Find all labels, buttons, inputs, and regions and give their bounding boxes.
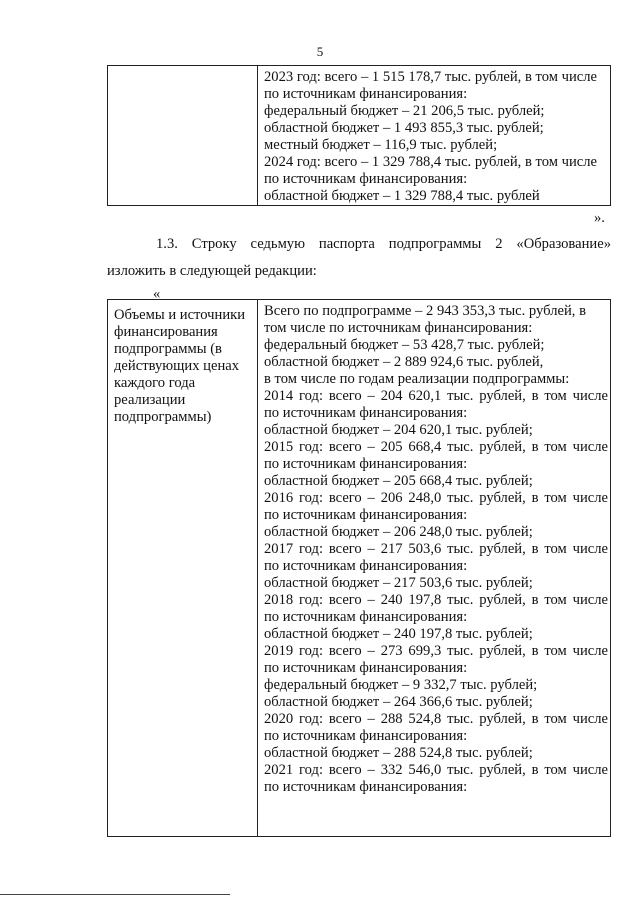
footnote-divider — [0, 894, 230, 895]
text-line: по источникам финансирования: — [264, 558, 468, 574]
text-line: областной бюджет – 205 668,4 тыс. рублей; — [264, 473, 533, 489]
cell-text — [111, 300, 255, 426]
text-line: по источникам финансирования: — [264, 86, 468, 102]
table-row — [108, 66, 611, 206]
text-line: местный бюджет – 116,9 тыс. рублей; — [264, 137, 498, 153]
text-line: 2023 год: всего – 1 515 178,7 тыс. рублей, в том числе — [264, 69, 597, 85]
text-line: по источникам финансирования: — [264, 405, 468, 421]
text-line: по источникам финансирования: — [264, 507, 468, 523]
text-line: каждого года — [114, 375, 196, 391]
table-row — [108, 300, 611, 837]
text-line: подпрограммы) — [114, 409, 212, 425]
text-line: по источникам финансирования: — [264, 609, 468, 625]
text-line: областной бюджет – 1 493 855,3 тыс. рублей; — [264, 120, 544, 136]
text-line: федеральный бюджет – 21 206,5 тыс. рублей; — [264, 103, 545, 119]
text-line: областной бюджет – 288 524,8 тыс. рублей; — [264, 745, 533, 761]
text-line: 2017 год: всего – 217 503,6 тыс. рублей, в том числе — [264, 541, 608, 557]
funding-table-continued — [107, 65, 611, 206]
text-line: 2020 год: всего – 288 524,8 тыс. рублей, в том числе — [264, 711, 608, 727]
cell-text — [111, 66, 255, 73]
text-line: 2018 год: всего – 240 197,8 тыс. рублей, в том числе — [264, 592, 608, 608]
text-line: по источникам финансирования: — [264, 728, 468, 744]
page-number: 5 — [316, 44, 324, 59]
text-line: по источникам финансирования: — [264, 660, 468, 676]
opening-quote: « — [153, 286, 161, 302]
text-line: областной бюджет – 240 197,8 тыс. рублей; — [264, 626, 533, 642]
text-line: областной бюджет – 204 620,1 тыс. рублей; — [264, 422, 533, 438]
text-line: областной бюджет – 217 503,6 тыс. рублей; — [264, 575, 533, 591]
text-line: реализации — [114, 392, 186, 408]
text-line: 2015 год: всего – 205 668,4 тыс. рублей, в том числе — [264, 439, 608, 455]
text-line: финансирования — [114, 324, 218, 340]
text-line: 2014 год: всего – 204 620,1 тыс. рублей, в том числе — [264, 388, 608, 404]
closing-quote: ». — [594, 210, 605, 226]
cell-text — [261, 300, 608, 796]
text-line: 2016 год: всего – 206 248,0 тыс. рублей, в том числе — [264, 490, 608, 506]
text-line: 2021 год: всего – 332 546,0 тыс. рублей, в том числе — [264, 762, 608, 778]
text-line: по источникам финансирования: — [264, 456, 468, 472]
text-line: Всего по подпрограмме – 2 943 353,3 тыс. рублей, в — [264, 303, 586, 319]
text-line: по источникам финансирования: — [264, 779, 468, 795]
text-line: по источникам финансирования: — [264, 171, 468, 187]
text-line: Объемы и источники — [114, 307, 246, 323]
text-line: федеральный бюджет – 9 332,7 тыс. рублей; — [264, 677, 538, 693]
table-cell-right — [258, 300, 611, 837]
text-line: областной бюджет – 2 889 924,6 тыс. рублей, — [264, 354, 544, 370]
table-cell-right — [258, 66, 611, 206]
paragraph-line: изложить в следующей редакции: — [107, 263, 317, 279]
text-line: в том числе по годам реализации подпрограммы: — [264, 371, 570, 387]
text-line: подпрограммы (в — [114, 341, 222, 357]
funding-table — [107, 299, 611, 837]
text-line: областной бюджет – 206 248,0 тыс. рублей; — [264, 524, 533, 540]
text-line: том числе по источникам финансирования: — [264, 320, 533, 336]
text-line: 2019 год: всего – 273 699,3 тыс. рублей, в том числе — [264, 643, 608, 659]
table-cell-left — [108, 300, 258, 837]
text-line: областной бюджет – 264 366,6 тыс. рублей; — [264, 694, 533, 710]
table-cell-left — [108, 66, 258, 206]
text-line: 2024 год: всего – 1 329 788,4 тыс. рублей, в том числе — [264, 154, 597, 170]
text-line: федеральный бюджет – 53 428,7 тыс. рублей; — [264, 337, 545, 353]
cell-text — [261, 66, 608, 205]
text-line: действующих ценах — [114, 358, 240, 374]
paragraph-line: 1.3. Строку седьмую паспорта подпрограммы 2 «Образование» — [156, 236, 611, 252]
text-line: областной бюджет – 1 329 788,4 тыс. рублей — [264, 188, 540, 204]
